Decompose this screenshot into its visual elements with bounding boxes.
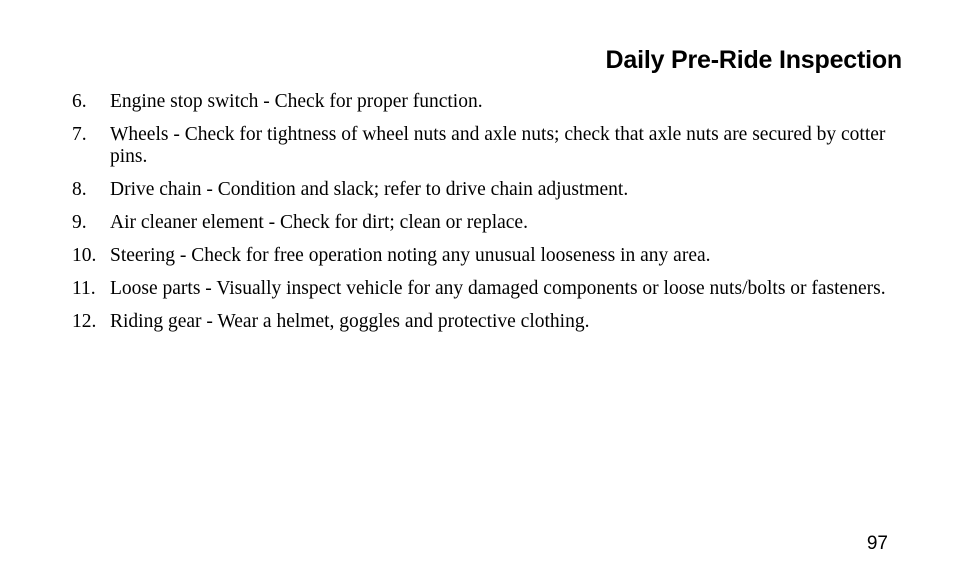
list-item <box>72 91 902 113</box>
item-text: Drive chain - Condition and slack; refer to drive chain adjustment. <box>110 179 629 200</box>
item-text: Loose parts - Visually inspect vehicle for any damaged components or loose nuts/bolts or fasteners. <box>110 278 886 299</box>
item-number: 8. <box>72 179 87 200</box>
item-number: 9. <box>72 212 87 233</box>
item-number: 7. <box>72 124 87 145</box>
item-number: 10. <box>72 245 97 266</box>
list-item <box>72 245 902 267</box>
page-number: 97 <box>866 533 888 554</box>
list-item <box>72 212 902 234</box>
item-text: Riding gear - Wear a helmet, goggles and protective clothing. <box>110 311 590 332</box>
page-title: Daily Pre-Ride Inspection <box>605 46 902 74</box>
item-text: Wheels - Check for tightness of wheel nuts and axle nuts; check that axle nuts are secured by cotter pins. <box>110 124 886 167</box>
item-number: 6. <box>72 91 87 112</box>
item-text: Steering - Check for free operation noting any unusual looseness in any area. <box>110 245 711 266</box>
inspection-list <box>72 91 902 344</box>
list-item <box>72 311 902 333</box>
item-number: 12. <box>72 311 97 332</box>
item-text: Air cleaner element - Check for dirt; clean or replace. <box>110 212 528 233</box>
item-text: Engine stop switch - Check for proper function. <box>110 91 483 112</box>
list-item <box>72 179 902 201</box>
item-number: 11. <box>72 278 96 299</box>
list-item <box>72 278 902 300</box>
list-item <box>72 124 902 168</box>
